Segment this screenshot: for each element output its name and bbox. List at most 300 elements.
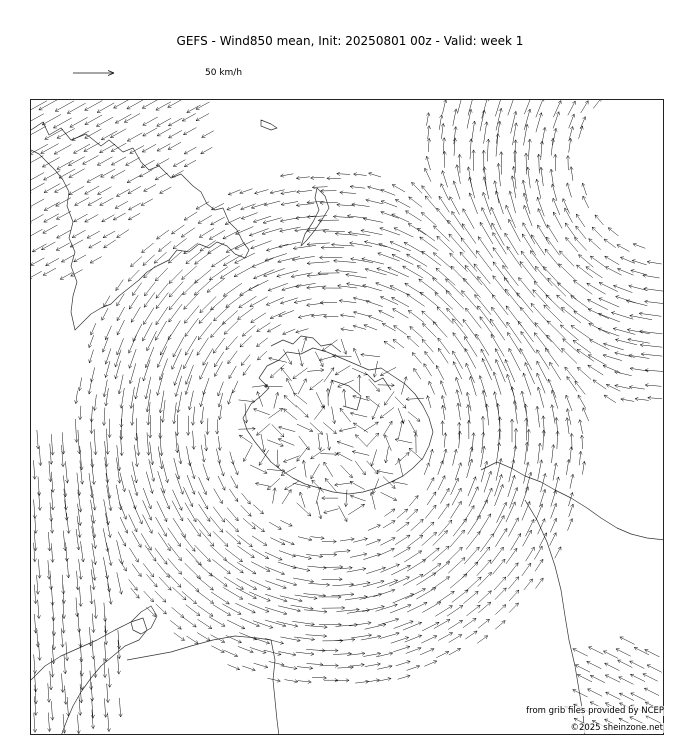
wind-arrow xyxy=(266,244,288,250)
wind-arrow xyxy=(54,145,71,155)
wind-arrow xyxy=(548,278,566,296)
wind-arrow xyxy=(508,475,515,497)
wind-arrow xyxy=(143,117,158,125)
wind-arrow xyxy=(522,391,527,414)
wind-arrow xyxy=(295,595,317,598)
wind-arrow-head xyxy=(508,332,511,336)
wind-arrow xyxy=(483,192,491,214)
wind-arrow xyxy=(129,579,138,590)
wind-arrow xyxy=(410,327,423,339)
wind-arrow xyxy=(524,124,528,145)
wind-arrow xyxy=(257,351,267,360)
wind-arrow xyxy=(114,100,131,108)
wind-arrow-head xyxy=(324,462,327,466)
wind-arrow xyxy=(355,461,365,475)
wind-arrow xyxy=(577,367,591,379)
wind-arrow xyxy=(407,602,427,612)
wind-arrow xyxy=(196,576,213,590)
wind-arrow xyxy=(422,564,441,577)
wind-arrow xyxy=(476,251,492,271)
wind-arrow xyxy=(143,308,154,325)
wind-arrow xyxy=(226,294,244,307)
wind-arrow xyxy=(51,434,52,455)
wind-arrow xyxy=(224,321,238,335)
wind-arrow xyxy=(482,358,491,380)
wind-arrow xyxy=(436,652,449,658)
wind-arrow xyxy=(332,594,354,596)
wind-arrow xyxy=(281,368,292,382)
wind-arrow xyxy=(129,490,136,509)
wind-arrow xyxy=(406,398,424,399)
wind-arrow xyxy=(562,348,577,363)
wind-arrow xyxy=(496,359,506,382)
wind-arrow xyxy=(269,358,287,362)
wind-arrow xyxy=(184,147,196,154)
wind-arrow xyxy=(198,215,212,223)
wind-arrow xyxy=(211,592,229,604)
wind-arrow xyxy=(282,490,291,505)
wind-arrow xyxy=(292,256,315,260)
wind-arrow xyxy=(523,373,531,395)
wind-arrow xyxy=(157,563,169,578)
wind-arrow xyxy=(477,500,488,520)
wind-arrow xyxy=(72,230,85,237)
wind-arrow xyxy=(172,587,186,600)
wind-arrow xyxy=(76,598,77,617)
wind-arrow xyxy=(509,603,518,613)
wind-arrow-head xyxy=(361,504,365,507)
wind-arrow xyxy=(126,158,140,166)
wind-arrow xyxy=(50,671,51,690)
wind-arrow xyxy=(257,424,271,436)
wind-arrow xyxy=(363,653,380,656)
wind-arrow xyxy=(606,384,620,391)
wind-arrow xyxy=(450,197,460,215)
wind-arrow xyxy=(105,513,110,538)
wind-arrow xyxy=(620,637,635,644)
wind-arrow xyxy=(237,578,257,589)
legend-label: 50 km/h xyxy=(205,68,243,78)
wind-arrow xyxy=(507,247,522,268)
wind-arrow xyxy=(64,655,65,674)
wind-arrow xyxy=(85,115,102,125)
wind-arrow xyxy=(172,607,184,617)
wind-arrow xyxy=(458,100,463,114)
wind-arrow xyxy=(478,572,492,586)
wind-arrow xyxy=(132,531,141,547)
wind-arrow xyxy=(380,408,394,419)
wind-arrow xyxy=(373,590,395,597)
wind-arrow xyxy=(70,240,83,247)
wind-arrow xyxy=(578,395,586,409)
wind-arrow xyxy=(550,533,557,546)
wind-arrow xyxy=(168,252,181,264)
wind-arrow xyxy=(56,198,71,206)
wind-arrow xyxy=(276,579,297,585)
wind-arrow xyxy=(381,201,397,207)
wind-arrow xyxy=(559,264,576,281)
wind-arrow xyxy=(117,572,122,594)
wind-arrow xyxy=(453,109,456,126)
wind-arrow xyxy=(224,650,238,656)
wind-arrow xyxy=(199,529,214,546)
wind-arrow xyxy=(394,548,411,558)
wind-arrow xyxy=(184,160,196,167)
wind-arrow xyxy=(129,335,137,353)
wind-arrow xyxy=(87,231,100,238)
wind-arrow xyxy=(108,584,111,605)
wind-arrow xyxy=(386,447,389,463)
wind-arrow xyxy=(552,405,555,424)
wind-arrow-head xyxy=(226,601,230,604)
wind-arrow-head xyxy=(458,501,461,505)
wind-arrow xyxy=(276,621,297,626)
wind-arrow xyxy=(194,280,211,295)
wind-arrow xyxy=(226,336,238,349)
wind-arrow xyxy=(480,222,493,244)
wind-arrow xyxy=(293,578,314,582)
wind-arrow xyxy=(178,443,181,464)
wind-arrow xyxy=(409,197,422,207)
wind-arrow xyxy=(189,391,193,410)
wind-arrow xyxy=(84,143,100,152)
wind-arrow xyxy=(174,402,176,423)
wind-arrow xyxy=(160,359,168,381)
wind-arrow xyxy=(368,316,383,322)
wind-arrow xyxy=(598,314,619,322)
wind-arrow xyxy=(280,174,293,176)
wind-arrow xyxy=(293,245,316,248)
wind-arrow xyxy=(604,395,616,403)
wind-arrow xyxy=(537,179,541,199)
wind-arrow xyxy=(223,255,242,266)
wind-arrow xyxy=(267,325,280,332)
wind-arrow xyxy=(296,405,309,417)
wind-arrow xyxy=(446,291,464,310)
wind-arrow xyxy=(174,365,182,386)
wind-arrow xyxy=(446,547,462,563)
wind-arrow xyxy=(619,677,634,684)
wind-arrow xyxy=(239,435,252,444)
wind-arrow xyxy=(89,473,92,498)
wind-arrow xyxy=(48,683,49,702)
wind-arrow xyxy=(92,640,93,659)
wind-arrow xyxy=(466,308,482,328)
wind-arrow xyxy=(366,568,385,574)
wind-arrow xyxy=(265,581,286,589)
wind-arrow xyxy=(141,199,153,206)
wind-arrow xyxy=(365,664,381,667)
wind-arrow xyxy=(293,368,308,379)
wind-arrow xyxy=(399,458,403,476)
wind-arrow xyxy=(362,606,384,611)
wind-arrow xyxy=(378,385,395,386)
wind-arrow xyxy=(157,144,170,151)
wind-arrow xyxy=(465,349,476,369)
wind-arrow xyxy=(173,239,186,249)
wind-arrow xyxy=(155,173,167,180)
wind-arrow xyxy=(451,266,469,285)
wind-arrow xyxy=(280,539,295,545)
wind-arrow xyxy=(97,157,112,165)
wind-arrow xyxy=(339,506,347,522)
wind-arrow xyxy=(407,254,428,266)
wind-arrow xyxy=(425,196,437,210)
wind-arrow xyxy=(184,293,199,310)
wind-arrow xyxy=(269,408,283,418)
wind-arrow xyxy=(186,252,201,264)
wind-arrow xyxy=(231,476,238,489)
wind-arrow xyxy=(68,157,84,166)
wind-arrow xyxy=(141,533,151,550)
wind-arrow xyxy=(62,673,63,692)
wind-arrow xyxy=(339,427,356,431)
wind-arrow xyxy=(307,274,328,276)
wind-arrow xyxy=(252,258,273,267)
wind-arrow xyxy=(432,546,449,561)
wind-arrow xyxy=(521,251,536,272)
wind-arrow xyxy=(553,463,556,481)
wind-arrow xyxy=(565,367,577,382)
wind-arrow xyxy=(509,577,519,589)
wind-arrow xyxy=(77,571,78,590)
wind-arrow xyxy=(76,529,79,550)
wind-arrow xyxy=(573,340,591,353)
wind-arrow xyxy=(34,532,35,551)
wind-arrow xyxy=(257,338,268,347)
wind-arrow xyxy=(428,138,429,152)
wind-arrow xyxy=(541,141,542,160)
wind-arrow xyxy=(134,505,142,524)
wind-arrow xyxy=(168,142,181,149)
wind-arrow xyxy=(142,243,154,253)
wind-arrow xyxy=(446,279,464,297)
wind-arrow xyxy=(525,363,535,385)
wind-arrow xyxy=(108,713,109,732)
wind-arrow xyxy=(182,591,197,603)
wind-arrow xyxy=(211,322,225,338)
wind-arrow xyxy=(210,545,227,560)
wind-arrow xyxy=(31,101,47,112)
wind-arrow xyxy=(434,226,450,242)
wind-arrow xyxy=(95,600,96,619)
wind-arrow xyxy=(79,559,81,579)
wind-arrow xyxy=(450,530,465,547)
wind-arrow xyxy=(57,230,71,238)
wind-arrow xyxy=(438,476,445,491)
wind-arrow xyxy=(409,420,417,434)
wind-arrow xyxy=(297,448,308,462)
wind-arrow xyxy=(115,361,120,379)
wind-arrow xyxy=(149,459,154,481)
wind-arrow xyxy=(142,144,156,152)
wind-arrow xyxy=(406,211,422,221)
wind-arrow xyxy=(466,577,481,591)
wind-arrow xyxy=(463,618,476,627)
wind-arrow xyxy=(437,236,454,252)
wind-arrow xyxy=(169,130,182,138)
wind-arrow xyxy=(424,364,432,377)
wind-arrow xyxy=(118,532,126,547)
wind-arrow xyxy=(184,243,198,254)
wind-arrow xyxy=(448,558,465,574)
wind-arrow xyxy=(115,114,131,123)
wind-arrow xyxy=(174,633,185,641)
wind-arrow xyxy=(603,355,622,361)
wind-arrow xyxy=(478,591,491,603)
wind-arrow xyxy=(478,619,490,628)
wind-arrow xyxy=(222,604,241,614)
wind-arrow xyxy=(613,328,635,334)
wind-arrow xyxy=(577,265,593,278)
wind-arrow xyxy=(561,307,581,323)
wind-arrow xyxy=(238,646,253,652)
wind-arrow xyxy=(453,362,462,380)
wind-arrow xyxy=(156,604,167,614)
wind-arrow xyxy=(222,310,238,324)
wind-arrow xyxy=(452,488,461,505)
wind-arrow xyxy=(495,605,506,615)
wind-arrow xyxy=(411,519,424,530)
wind-arrow xyxy=(128,186,141,193)
wind-arrow xyxy=(160,335,171,355)
wind-arrow xyxy=(589,239,601,250)
wind-arrow xyxy=(75,198,90,206)
wind-arrow xyxy=(182,114,196,122)
wind-arrow xyxy=(162,461,168,483)
wind-arrow xyxy=(186,375,192,395)
wind-arrow xyxy=(157,128,171,136)
wind-arrow xyxy=(338,667,354,668)
wind-arrow xyxy=(466,531,480,549)
wind-arrow xyxy=(185,503,196,522)
wind-arrow xyxy=(570,474,573,488)
wind-arrow xyxy=(159,577,171,590)
wind-arrow xyxy=(333,217,353,218)
wind-arrow xyxy=(494,372,501,395)
wind-arrow xyxy=(119,375,123,395)
wind-arrow-head xyxy=(550,362,553,366)
wind-arrow xyxy=(347,569,366,573)
wind-arrow xyxy=(155,548,167,564)
wind-arrow xyxy=(31,214,44,223)
wind-arrow xyxy=(421,636,437,643)
wind-arrow xyxy=(588,365,604,375)
wind-arrow xyxy=(645,650,660,657)
wind-arrow xyxy=(197,591,214,604)
wind-arrow xyxy=(492,295,508,315)
wind-arrow xyxy=(48,560,49,579)
wind-arrow xyxy=(252,522,265,532)
wind-arrow xyxy=(143,128,158,136)
wind-arrow xyxy=(366,301,383,307)
wind-arrow xyxy=(372,403,379,419)
wind-arrow xyxy=(525,472,531,493)
wind-arrow xyxy=(338,380,354,387)
wind-arrow xyxy=(408,412,420,422)
wind-arrow xyxy=(495,621,505,630)
wind-arrow xyxy=(641,354,662,356)
wind-arrow xyxy=(393,339,404,348)
wind-arrow xyxy=(508,332,522,354)
wind-arrow xyxy=(535,323,552,342)
wind-arrow xyxy=(172,170,184,177)
wind-arrow xyxy=(615,385,630,388)
wind-arrow xyxy=(433,253,452,269)
wind-arrow xyxy=(528,429,529,451)
wind-arrow xyxy=(227,508,238,521)
wind-arrow xyxy=(605,663,620,670)
wind-arrow xyxy=(278,606,300,611)
wind-arrow xyxy=(195,545,211,562)
wind-arrow xyxy=(396,522,409,531)
wind-arrow xyxy=(310,423,323,435)
wind-arrow xyxy=(144,266,156,278)
wind-arrow xyxy=(185,563,201,579)
wind-arrow xyxy=(62,432,63,454)
wind-arrow xyxy=(557,431,558,449)
wind-arrow xyxy=(183,618,196,628)
wind-arrow xyxy=(51,472,53,493)
wind-arrow xyxy=(297,503,311,516)
wind-arrow xyxy=(159,241,172,251)
wind-arrow xyxy=(238,308,254,320)
wind-arrow xyxy=(427,492,436,505)
wind-arrow xyxy=(504,278,520,298)
wind-arrow xyxy=(240,336,252,347)
wind-arrow xyxy=(198,619,212,628)
wind-arrow xyxy=(616,649,631,656)
wind-arrow xyxy=(250,465,267,473)
wind-arrow xyxy=(380,297,398,305)
wind-arrow xyxy=(349,623,371,626)
wind-arrow xyxy=(487,404,489,426)
wind-arrow xyxy=(575,665,590,672)
wind-arrow xyxy=(361,230,382,234)
wind-arrow xyxy=(245,404,246,424)
wind-arrow xyxy=(170,620,181,629)
wind-arrow xyxy=(393,594,414,603)
wind-arrow xyxy=(453,333,466,352)
wind-arrow xyxy=(425,168,431,182)
wind-arrow xyxy=(435,606,452,617)
wind-arrow xyxy=(57,128,75,138)
wind-arrow xyxy=(644,688,659,695)
wind-arrow xyxy=(101,169,116,177)
wind-arrow xyxy=(251,241,272,249)
wind-arrow xyxy=(476,334,489,355)
wind-arrow xyxy=(455,463,461,480)
wind-arrow xyxy=(121,388,124,408)
wind-arrow xyxy=(178,392,182,413)
wind-arrow xyxy=(85,215,99,223)
wind-arrow xyxy=(307,370,324,372)
wind-arrow xyxy=(395,200,410,208)
wind-arrow xyxy=(214,306,230,321)
wind-arrow xyxy=(251,313,266,323)
wind-arrow xyxy=(143,563,154,577)
wind-arrow xyxy=(320,454,337,455)
wind-arrow-head xyxy=(540,559,543,563)
wind-arrow xyxy=(193,431,194,450)
wind-arrow xyxy=(508,518,518,537)
wind-arrow xyxy=(168,100,183,107)
wind-arrow xyxy=(646,716,661,723)
wind-arrow xyxy=(377,268,398,276)
wind-arrow xyxy=(438,338,450,354)
wind-arrow xyxy=(348,504,364,515)
wind-arrow xyxy=(441,184,449,200)
